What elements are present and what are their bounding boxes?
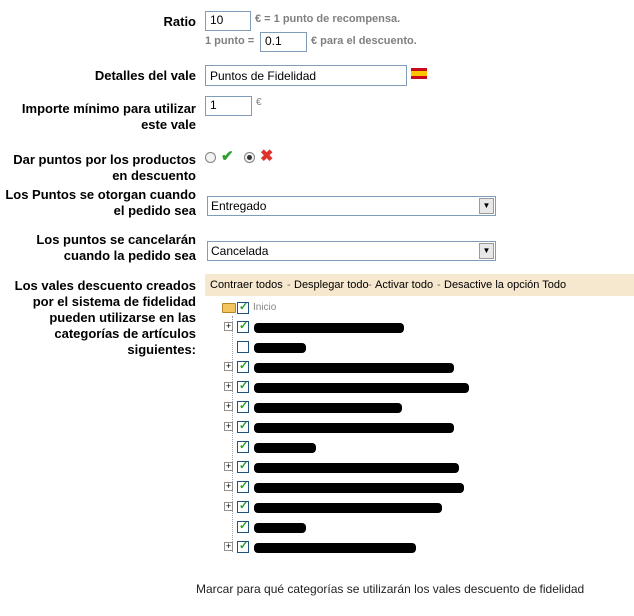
tree-row (224, 420, 624, 434)
tree-root-checkbox[interactable] (237, 302, 249, 314)
tree-row (224, 440, 624, 454)
importe-unit: € (256, 97, 262, 108)
tree-row-checkbox[interactable] (237, 381, 249, 393)
vales-label-line3: pueden utilizarse en las (49, 310, 196, 325)
importe-label-line1: Importe mínimo para utilizar (21, 101, 196, 116)
cancelaran-label-line1: Los puntos se cancelarán (36, 232, 196, 247)
tree-row-checkbox[interactable] (237, 341, 249, 353)
punto-value-input[interactable]: 0.1 (260, 32, 307, 52)
tree-root-label: Inicio (253, 302, 277, 313)
cross-icon: ✖ (260, 148, 274, 165)
expand-icon[interactable]: + (225, 541, 232, 551)
tree-row-checkbox[interactable] (237, 541, 249, 553)
cancelaran-label-line2: cuando la pedido sea (63, 248, 196, 263)
tree-row-checkbox[interactable] (237, 481, 249, 493)
redacted-label (254, 363, 454, 373)
expand-icon[interactable]: + (225, 421, 232, 431)
ratio-suffix: € = 1 punto de recompensa. (255, 13, 401, 25)
tree-row-checkbox[interactable] (237, 501, 249, 513)
detalles-label: Detalles del vale (94, 68, 196, 83)
tree-row-checkbox[interactable] (237, 401, 249, 413)
separator: - (368, 279, 372, 291)
vales-label-line1: Los vales descuento creados (14, 278, 196, 293)
expand-icon[interactable]: + (225, 501, 232, 511)
expand-icon[interactable]: + (225, 361, 232, 371)
ratio-label: Ratio (163, 14, 196, 29)
tree-row-checkbox[interactable] (237, 461, 249, 473)
collapse-all-link[interactable]: Contraer todos (210, 279, 283, 291)
dar-puntos-label-line1: Dar puntos por los productos (13, 152, 196, 167)
otorgan-select[interactable] (207, 196, 496, 216)
dar-puntos-label-line2: en descuento (112, 168, 196, 183)
tree-row-checkbox[interactable] (237, 361, 249, 373)
detalles-input[interactable]: Puntos de Fidelidad (205, 65, 407, 86)
tree-row-checkbox[interactable] (237, 521, 249, 533)
redacted-label (254, 443, 316, 453)
cancelaran-select[interactable] (207, 241, 496, 261)
importe-label-line2: este vale (141, 117, 196, 132)
vales-label-line4: categorías de artículos (54, 326, 196, 341)
separator: - (437, 279, 441, 291)
dar-puntos-yes-radio[interactable] (205, 152, 216, 163)
tree-row (224, 500, 624, 514)
tree-row (224, 540, 624, 554)
folder-open-icon (222, 303, 236, 313)
redacted-label (254, 463, 459, 473)
redacted-label (254, 503, 442, 513)
expand-icon[interactable]: + (225, 461, 232, 471)
punto-prefix: 1 punto = (205, 35, 255, 47)
expand-icon[interactable]: + (225, 321, 232, 331)
expand-all-link[interactable]: Desplegar todo (294, 279, 369, 291)
tree-row-checkbox[interactable] (237, 321, 249, 333)
tree-row-checkbox[interactable] (237, 421, 249, 433)
importe-input[interactable]: 1 (205, 96, 252, 116)
redacted-label (254, 543, 416, 553)
expand-icon[interactable]: + (225, 401, 232, 411)
footer-note: Marcar para qué categorías se utilizarán los vales descuento de fidelidad (196, 582, 585, 596)
redacted-label (254, 323, 404, 333)
chevron-down-icon[interactable]: ▼ (479, 243, 494, 259)
otorgan-label-line2: el pedido sea (113, 203, 196, 218)
punto-suffix: € para el descuento. (311, 35, 417, 47)
tree-row (224, 320, 624, 334)
redacted-label (254, 403, 402, 413)
tree-row (224, 520, 624, 534)
tree-row (224, 380, 624, 394)
otorgan-label-line1: Los Puntos se otorgan cuando (5, 187, 196, 202)
ratio-input[interactable]: 10 (205, 11, 251, 31)
redacted-label (254, 383, 469, 393)
chevron-down-icon[interactable]: ▼ (479, 198, 494, 214)
category-tree (220, 300, 634, 562)
tree-row (224, 340, 624, 354)
spain-flag-icon[interactable] (411, 68, 427, 79)
tree-row-checkbox[interactable] (237, 441, 249, 453)
check-icon: ✔ (221, 148, 234, 165)
redacted-label (254, 523, 306, 533)
tree-row (224, 480, 624, 494)
vales-label-line5: siguientes: (127, 342, 196, 357)
tree-row (224, 400, 624, 414)
redacted-label (254, 343, 306, 353)
redacted-label (254, 483, 464, 493)
vales-label-line2: por el sistema de fidelidad (32, 294, 196, 309)
redacted-label (254, 423, 454, 433)
otorgan-select-value: Entregado (211, 199, 267, 213)
tree-row (224, 460, 624, 474)
activate-all-link[interactable]: Activar todo (375, 279, 434, 291)
cancelaran-select-value: Cancelada (211, 244, 269, 258)
expand-icon[interactable]: + (225, 381, 232, 391)
tree-action-bar (205, 274, 634, 296)
expand-icon[interactable]: + (225, 481, 232, 491)
tree-row (224, 360, 624, 374)
dar-puntos-no-radio[interactable] (244, 152, 255, 163)
separator: - (287, 279, 291, 291)
deactivate-all-link[interactable]: Desactive la opción Todo (444, 279, 567, 291)
